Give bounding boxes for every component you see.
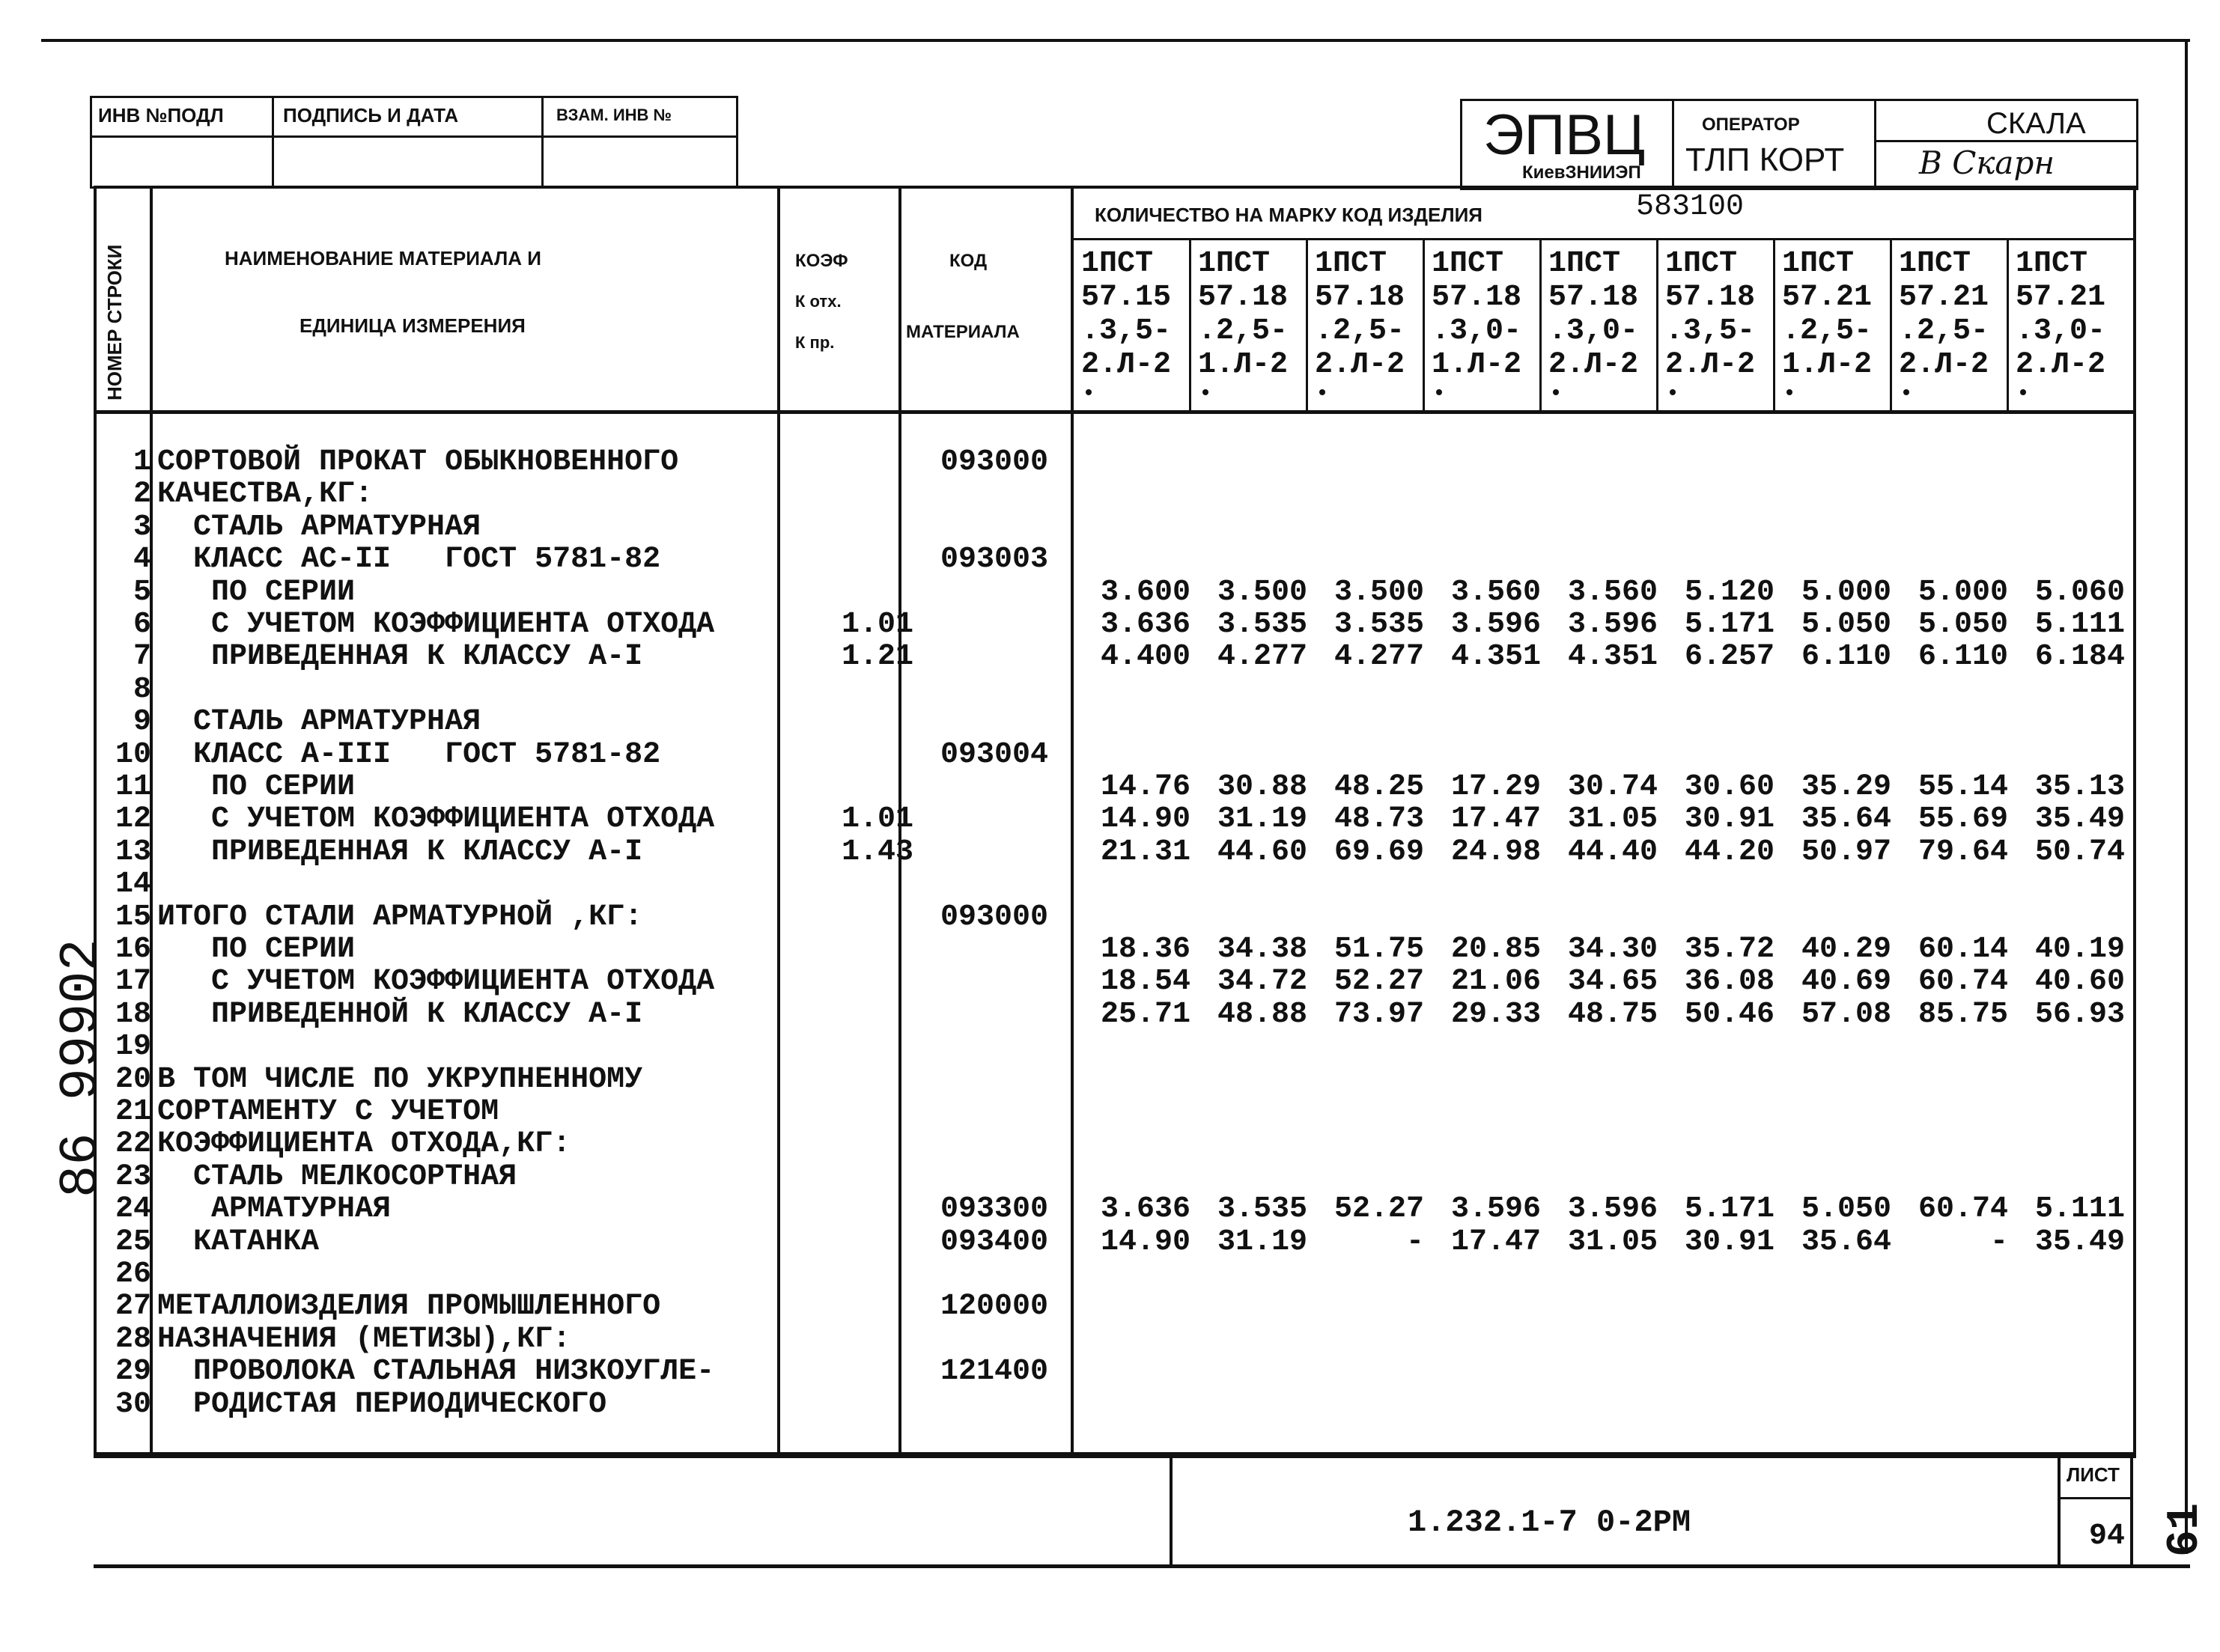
quantity-value: 50.46 <box>1684 998 1775 1031</box>
material-code: 093000 <box>940 900 1048 934</box>
top-border-line <box>41 39 2190 42</box>
quantity-value: 30.88 <box>1217 770 1307 804</box>
quantity-value: 3.596 <box>1567 608 1658 641</box>
col-name-header-1: НАИМЕНОВАНИЕ МАТЕРИАЛА И <box>225 247 541 269</box>
product-column-header-line: 57.21 <box>1782 281 1873 314</box>
row-number: 2 <box>133 478 151 511</box>
product-code: 583100 <box>1636 190 1745 224</box>
sheet-label: ЛИСТ <box>2067 1463 2120 1486</box>
row-number: 21 <box>115 1095 151 1129</box>
product-column-header <box>1432 247 1544 382</box>
material-name: С УЧЕТОМ КОЭФФИЦИЕНТА ОТХОДА <box>157 802 715 836</box>
quantity-value: 48.75 <box>1567 998 1658 1031</box>
row-number: 26 <box>115 1258 151 1291</box>
quantity-value: 30.74 <box>1567 770 1658 804</box>
row-number: 22 <box>115 1127 151 1161</box>
material-name: НАЗНАЧЕНИЯ (МЕТИЗЫ),КГ: <box>157 1323 571 1356</box>
row-number: 19 <box>115 1030 151 1064</box>
quantity-value: 50.97 <box>1801 835 1891 869</box>
product-column-header-line: .2,5- <box>1782 314 1873 348</box>
col-code-header-1: КОД <box>949 251 988 271</box>
material-name: СТАЛЬ АРМАТУРНАЯ <box>157 510 481 544</box>
material-name: ПРОВОЛОКА СТАЛЬНАЯ НИЗКОУГЛЕ- <box>157 1355 715 1389</box>
material-code: 093000 <box>940 445 1048 479</box>
quantity-value: 5.060 <box>2034 576 2125 609</box>
product-column-header-line: 57.21 <box>1899 281 1989 314</box>
quantity-value: 4.351 <box>1567 640 1658 674</box>
quantity-value: 52.27 <box>1333 965 1424 999</box>
product-column-header-line: 57.18 <box>1198 281 1289 314</box>
product-column-header-line: 1ПСТ <box>1782 247 1855 281</box>
row-number: 15 <box>115 900 151 934</box>
product-column-header-line: 57.21 <box>2016 281 2106 314</box>
quantity-value: 6.110 <box>1918 640 2008 674</box>
skala-signature: В Скарн <box>1919 144 2055 181</box>
material-name: ПРИВЕДЕННОЙ К КЛАССУ А-I <box>157 998 643 1031</box>
quantity-value: 31.05 <box>1567 802 1658 836</box>
quantity-value: 73.97 <box>1333 998 1424 1031</box>
quantity-value: 31.19 <box>1217 1225 1307 1259</box>
quantity-value: 6.110 <box>1801 640 1891 674</box>
quantity-value: 31.19 <box>1217 802 1307 836</box>
quantity-value: 3.600 <box>1100 576 1190 609</box>
product-column-header-line: 1ПСТ <box>1081 247 1154 281</box>
quantity-value: 17.29 <box>1450 770 1541 804</box>
quantity-value: 3.500 <box>1217 576 1307 609</box>
row-number: 16 <box>115 933 151 966</box>
material-code: 093300 <box>940 1192 1048 1226</box>
row-number: 13 <box>115 835 151 869</box>
header-dot-marker <box>1786 389 1792 395</box>
col-code-header-2: МАТЕРИАЛА <box>906 322 1020 342</box>
operator-value: ТЛП КОРТ <box>1685 141 1845 178</box>
quantity-value: 35.49 <box>2034 1225 2125 1259</box>
header-dot-marker <box>1553 389 1559 395</box>
product-column-header-line: 1ПСТ <box>1548 247 1621 281</box>
product-column-header <box>1782 247 1894 382</box>
quantity-value: 5.171 <box>1684 608 1775 641</box>
quantity-value: 35.49 <box>2034 802 2125 836</box>
quantity-value: 14.76 <box>1100 770 1190 804</box>
row-number: 18 <box>115 998 151 1031</box>
material-name: ПО СЕРИИ <box>157 933 356 966</box>
quantity-value: 14.90 <box>1100 1225 1190 1259</box>
col-coef-header-3: К пр. <box>795 333 835 352</box>
row-number: 23 <box>115 1160 151 1194</box>
row-number: 10 <box>115 738 151 772</box>
quantity-value: 3.636 <box>1100 608 1190 641</box>
quantity-value: 5.111 <box>2034 1192 2125 1226</box>
quantity-value: 3.535 <box>1217 1192 1307 1226</box>
row-number: 5 <box>133 576 151 609</box>
material-name: ПО СЕРИИ <box>157 576 356 609</box>
row-number: 8 <box>133 673 151 707</box>
quantity-value: 85.75 <box>1918 998 2008 1031</box>
material-name: СТАЛЬ АРМАТУРНАЯ <box>157 705 481 739</box>
product-column-header-line: .3,0- <box>1432 314 1522 348</box>
side-page-number: 61 <box>2160 1502 2211 1557</box>
coefficient: 1.43 <box>841 835 913 869</box>
sheet-number: 94 <box>2089 1520 2126 1553</box>
product-column-header-line: 2.Л-2 <box>1548 348 1639 382</box>
row-number: 1 <box>133 445 151 479</box>
quantity-value: 17.47 <box>1450 802 1541 836</box>
quantity-value: 5.000 <box>1801 576 1891 609</box>
left-vertical-number: 86 99902 <box>51 939 112 1198</box>
product-column-header-line: .2,5- <box>1899 314 1989 348</box>
col-name-header-2: ЕДИНИЦА ИЗМЕРЕНИЯ <box>299 314 526 337</box>
skala-label: СКАЛА <box>1986 107 2086 140</box>
quantity-value: 4.351 <box>1450 640 1541 674</box>
product-column-header-line: 2.Л-2 <box>1315 348 1405 382</box>
product-column-header-line: 57.15 <box>1081 281 1172 314</box>
quantity-value: 34.38 <box>1217 933 1307 966</box>
material-name: ПРИВЕДЕННАЯ К КЛАССУ А-I <box>157 640 643 674</box>
quantity-value: 4.277 <box>1217 640 1307 674</box>
product-column-header-line: 2.Л-2 <box>1665 348 1756 382</box>
quantity-value: 6.184 <box>2034 640 2125 674</box>
product-column-header-line: 2.Л-2 <box>2016 348 2106 382</box>
material-name: СОРТОВОЙ ПРОКАТ ОБЫКНОВЕННОГО <box>157 445 679 479</box>
row-number: 25 <box>115 1225 151 1259</box>
product-column-header-line: 1.Л-2 <box>1432 348 1522 382</box>
quantity-value: 3.535 <box>1217 608 1307 641</box>
quantity-value: 30.91 <box>1684 802 1775 836</box>
quantity-value: 30.60 <box>1684 770 1775 804</box>
material-name: ИТОГО СТАЛИ АРМАТУРНОЙ ,КГ: <box>157 900 643 934</box>
quantity-value: 60.74 <box>1918 965 2008 999</box>
row-number: 6 <box>133 608 151 641</box>
product-column-header <box>1899 247 2011 382</box>
product-column-header-line: .2,5- <box>1315 314 1405 348</box>
material-code: 093003 <box>940 543 1048 576</box>
product-column-header-line: 57.18 <box>1665 281 1756 314</box>
quantity-value: 34.65 <box>1567 965 1658 999</box>
quantity-value: 3.636 <box>1100 1192 1190 1226</box>
quantity-value: 69.69 <box>1333 835 1424 869</box>
material-name: КЛАСС А-III ГОСТ 5781-82 <box>157 738 661 772</box>
product-column-header-line: 1ПСТ <box>1198 247 1271 281</box>
document-code: 1.232.1-7 0-2РМ <box>1408 1505 1691 1540</box>
quantity-value: 35.64 <box>1801 1225 1891 1259</box>
product-column-header-line: 57.18 <box>1315 281 1405 314</box>
product-column-header <box>1081 247 1193 382</box>
row-number: 12 <box>115 802 151 836</box>
quantity-value: 3.535 <box>1333 608 1424 641</box>
material-name: КАТАНКА <box>157 1225 320 1259</box>
approval-stamp <box>90 96 738 189</box>
quantity-value: 35.29 <box>1801 770 1891 804</box>
coefficient: 1.01 <box>841 802 913 836</box>
product-column-header-line: 1ПСТ <box>1315 247 1387 281</box>
quantity-value: 25.71 <box>1100 998 1190 1031</box>
material-name: СОРТАМЕНТУ С УЧЕТОМ <box>157 1095 499 1129</box>
material-code: 093400 <box>940 1225 1048 1259</box>
quantity-value: 20.85 <box>1450 933 1541 966</box>
quantity-value: 21.31 <box>1100 835 1190 869</box>
quantity-value: 17.47 <box>1450 1225 1541 1259</box>
quantity-value: 36.08 <box>1684 965 1775 999</box>
product-column-header-line: 57.18 <box>1432 281 1522 314</box>
product-column-header-line: 1.Л-2 <box>1198 348 1289 382</box>
header-dot-marker <box>2020 389 2026 395</box>
material-name: В ТОМ ЧИСЛЕ ПО УКРУПНЕННОМУ <box>157 1063 643 1097</box>
operator-label: ОПЕРАТОР <box>1702 115 1800 135</box>
quantity-value: 40.29 <box>1801 933 1891 966</box>
quantity-value: 5.050 <box>1918 608 2008 641</box>
quantity-value: 57.08 <box>1801 998 1891 1031</box>
right-border-line <box>2185 42 2188 1554</box>
material-name: ПРИВЕДЕННАЯ К КЛАССУ А-I <box>157 835 643 869</box>
quantity-value: 4.277 <box>1333 640 1424 674</box>
quantity-value: 40.69 <box>1801 965 1891 999</box>
material-code: 093004 <box>940 738 1048 772</box>
product-column-header-line: .3,0- <box>2016 314 2106 348</box>
quantity-value: 35.64 <box>1801 802 1891 836</box>
product-column-header-line: .2,5- <box>1198 314 1289 348</box>
row-number: 14 <box>115 868 151 901</box>
material-name: С УЧЕТОМ КОЭФФИЦИЕНТА ОТХОДА <box>157 965 715 999</box>
header-dot-marker <box>1086 389 1092 395</box>
org-sub: КиевЗНИИЭП <box>1522 162 1641 183</box>
quantity-value: 6.257 <box>1684 640 1775 674</box>
footer-top-line <box>94 1452 2133 1455</box>
qty-label: КОЛИЧЕСТВО НА МАРКУ КОД ИЗДЕЛИЯ <box>1095 204 1482 226</box>
quantity-value: 48.73 <box>1333 802 1424 836</box>
quantity-value: 3.560 <box>1567 576 1658 609</box>
quantity-value: 56.93 <box>2034 998 2125 1031</box>
product-column-header-line: 1ПСТ <box>1899 247 1971 281</box>
quantity-value: 55.14 <box>1918 770 2008 804</box>
quantity-value: 5.120 <box>1684 576 1775 609</box>
org-name: ЭПВЦ <box>1483 103 1646 167</box>
product-column-header-line: .3,5- <box>1081 314 1172 348</box>
quantity-value: 5.111 <box>2034 608 2125 641</box>
title-block <box>1460 99 2138 190</box>
footer-bottom-line <box>94 1564 2190 1568</box>
stamp-podpis-data: ПОДПИСЬ И ДАТА <box>283 104 459 127</box>
product-column-header <box>1198 247 1310 382</box>
row-number: 29 <box>115 1355 151 1389</box>
quantity-value: 60.74 <box>1918 1192 2008 1226</box>
quantity-value: 48.88 <box>1217 998 1307 1031</box>
quantity-value: 18.54 <box>1100 965 1190 999</box>
material-name: С УЧЕТОМ КОЭФФИЦИЕНТА ОТХОДА <box>157 608 715 641</box>
material-code: 121400 <box>940 1355 1048 1389</box>
row-number: 4 <box>133 543 151 576</box>
row-number: 24 <box>115 1192 151 1226</box>
material-name: КАЧЕСТВА,КГ: <box>157 478 374 511</box>
product-column-header-line: 1ПСТ <box>2016 247 2088 281</box>
quantity-value: 4.400 <box>1100 640 1190 674</box>
quantity-value: 40.19 <box>2034 933 2125 966</box>
quantity-value: 34.72 <box>1217 965 1307 999</box>
quantity-value: 51.75 <box>1333 933 1424 966</box>
quantity-value: 31.05 <box>1567 1225 1658 1259</box>
quantity-value: 55.69 <box>1918 802 2008 836</box>
quantity-value: 3.560 <box>1450 576 1541 609</box>
product-column-header <box>1315 247 1427 382</box>
quantity-value: 44.60 <box>1217 835 1307 869</box>
product-column-header <box>1665 247 1777 382</box>
header-dot-marker <box>1202 389 1208 395</box>
header-dot-marker <box>1903 389 1909 395</box>
row-number: 17 <box>115 965 151 999</box>
quantity-value: 21.06 <box>1450 965 1541 999</box>
material-name: РОДИСТАЯ ПЕРИОДИЧЕСКОГО <box>157 1388 607 1421</box>
stamp-vzam-inv: ВЗАМ. ИНВ № <box>556 106 672 124</box>
row-number: 9 <box>133 705 151 739</box>
quantity-value: 60.14 <box>1918 933 2008 966</box>
material-name: МЕТАЛЛОИЗДЕЛИЯ ПРОМЫШЛЕННОГО <box>157 1290 661 1323</box>
quantity-value: 48.25 <box>1333 770 1424 804</box>
coefficient: 1.01 <box>841 608 913 641</box>
header-dot-marker <box>1319 389 1325 395</box>
product-column-header-line: .3,0- <box>1548 314 1639 348</box>
product-column-header-line: 1ПСТ <box>1665 247 1738 281</box>
material-name: КОЭФФИЦИЕНТА ОТХОДА,КГ: <box>157 1127 571 1161</box>
product-column-header-line: 1ПСТ <box>1432 247 1504 281</box>
quantity-value: 44.40 <box>1567 835 1658 869</box>
material-name: ПО СЕРИИ <box>157 770 356 804</box>
product-column-header <box>1548 247 1661 382</box>
row-number: 7 <box>133 640 151 674</box>
quantity-value: 3.596 <box>1567 1192 1658 1226</box>
product-column-header-line: .3,5- <box>1665 314 1756 348</box>
quantity-value: 29.33 <box>1450 998 1541 1031</box>
product-column-header-line: 1.Л-2 <box>1782 348 1873 382</box>
quantity-value: 30.91 <box>1684 1225 1775 1259</box>
quantity-value: 5.050 <box>1801 1192 1891 1226</box>
material-name: СТАЛЬ МЕЛКОСОРТНАЯ <box>157 1160 517 1194</box>
quantity-value: 18.36 <box>1100 933 1190 966</box>
quantity-value: 3.596 <box>1450 608 1541 641</box>
header-bottom-line <box>94 410 2133 414</box>
stamp-inv-podl: ИНВ №ПОДЛ <box>98 104 224 127</box>
quantity-value: 79.64 <box>1918 835 2008 869</box>
quantity-value: 50.74 <box>2034 835 2125 869</box>
col-row-number-header: НОМЕР СТРОКИ <box>103 244 126 400</box>
quantity-value: 52.27 <box>1333 1192 1424 1226</box>
header-dot-marker <box>1436 389 1442 395</box>
header-dot-marker <box>1670 389 1676 395</box>
material-code: 120000 <box>940 1290 1048 1323</box>
col-coef-header-1: КОЭФ <box>795 251 848 271</box>
quantity-value: 40.60 <box>2034 965 2125 999</box>
row-number: 28 <box>115 1323 151 1356</box>
row-number: 27 <box>115 1290 151 1323</box>
quantity-value: 5.000 <box>1918 576 2008 609</box>
quantity-value: 34.30 <box>1567 933 1658 966</box>
product-column-header-line: 2.Л-2 <box>1899 348 1989 382</box>
quantity-value: 3.500 <box>1333 576 1424 609</box>
quantity-value: - <box>1405 1225 1424 1259</box>
material-name: КЛАСС АС-II ГОСТ 5781-82 <box>157 543 661 576</box>
product-column-header <box>2016 247 2128 382</box>
quantity-value: - <box>1989 1225 2008 1259</box>
quantity-value: 5.050 <box>1801 608 1891 641</box>
quantity-value: 5.171 <box>1684 1192 1775 1226</box>
quantity-value: 44.20 <box>1684 835 1775 869</box>
product-column-header-line: 57.18 <box>1548 281 1639 314</box>
quantity-value: 24.98 <box>1450 835 1541 869</box>
row-number: 20 <box>115 1063 151 1097</box>
row-number: 11 <box>115 770 151 804</box>
row-number: 3 <box>133 510 151 544</box>
product-column-header-line: 2.Л-2 <box>1081 348 1172 382</box>
quantity-value: 14.90 <box>1100 802 1190 836</box>
quantity-value: 3.596 <box>1450 1192 1541 1226</box>
quantity-value: 35.72 <box>1684 933 1775 966</box>
quantity-value: 35.13 <box>2034 770 2125 804</box>
material-name: АРМАТУРНАЯ <box>157 1192 392 1226</box>
coefficient: 1.21 <box>841 640 913 674</box>
row-number: 30 <box>115 1388 151 1421</box>
col-coef-header-2: К отх. <box>795 292 842 311</box>
